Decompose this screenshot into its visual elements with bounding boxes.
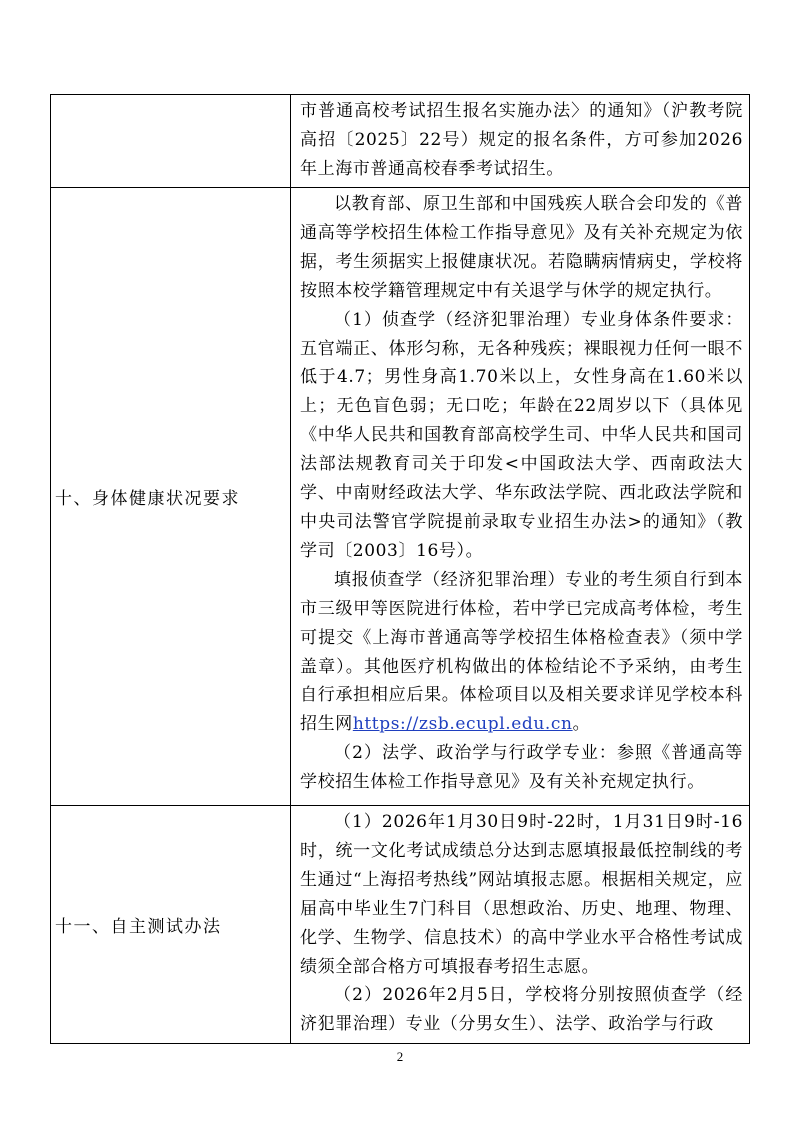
admissions-website-link[interactable]: https://zsb.ecupl.edu.cn — [352, 714, 573, 735]
paragraph: （1）侦查学（经济犯罪治理）专业身体条件要求：五官端正、体形匀称，无各种残疾；裸眼视力任何一眼不低于4.7；男性身高1.70米以上，女性身高在1.60米以上；无色盲色弱；无口吃；年龄在22周岁以下（具体见《中华人民共和国教育部高校学生司、中华人民共和国司法部法规教育司关于印发<中国政法大学、西南政法大学、中南财经政法大学、华东政法学院、西北政法学院和中央司法警官学院提前录取专业招生办法>的通知》（教学司〔2003〕16号）。 — [300, 309, 743, 561]
row-content — [291, 806, 750, 1044]
row-content — [291, 188, 750, 806]
page-number: 2 — [396, 1049, 404, 1064]
table-row — [51, 806, 750, 1044]
requirements-table — [50, 94, 750, 1044]
row-label-empty — [51, 95, 291, 188]
paragraph: 市普通高校考试招生报名实施办法〉的通知》（沪教考院高招〔2025〕22号）规定的报名条件，方可参加2026年上海市普通高校春季考试招生。 — [300, 101, 743, 179]
paragraph: （2）2026年2月5日，学校将分别按照侦查学（经济犯罪治理）专业（分男女生）、法学、政治学与行政 — [300, 985, 743, 1035]
table-row — [51, 188, 750, 806]
paragraph-suffix: 。 — [572, 714, 591, 735]
paragraph — [300, 566, 743, 739]
paragraph: （2）法学、政治学与行政学专业：参照《普通高等学校招生体检工作指导意见》及有关补充规定执行。 — [300, 743, 743, 793]
paragraph: （1）2026年1月30日9时-22时，1月31日9时-16时，统一文化考试成绩总分达到志愿填报最低控制线的考生通过“上海招考热线”网站填报志愿。根据相关规定，应届高中毕业生7门科目（思想政治、历史、地理、物理、化学、生物学、信息技术）的高中学业水平合格性考试成绩须全部合格方可填报春考招生志愿。 — [300, 812, 743, 977]
row-label-health: 十、身体健康状况要求 — [51, 188, 291, 806]
row-content — [291, 95, 750, 188]
paragraph: 以教育部、原卫生部和中国残疾人联合会印发的《普通高等学校招生体检工作指导意见》及有关补充规定为依据，考生须据实上报健康状况。若隐瞒病情病史，学校将按照本校学籍管理规定中有关退学与休学的规定执行。 — [300, 194, 743, 301]
table-row — [51, 95, 750, 188]
paragraph-text: 填报侦查学（经济犯罪治理）专业的考生须自行到本市三级甲等医院进行体检，若中学已完成高考体检，考生可提交《上海市普通高等学校招生体格检查表》（须中学盖章）。其他医疗机构做出的体检结论不予采纳，由考生自行承担相应后果。体检项目以及相关要求详见学校本科招生网 — [300, 569, 743, 735]
row-label-test-method: 十一、自主测试办法 — [51, 806, 291, 1044]
